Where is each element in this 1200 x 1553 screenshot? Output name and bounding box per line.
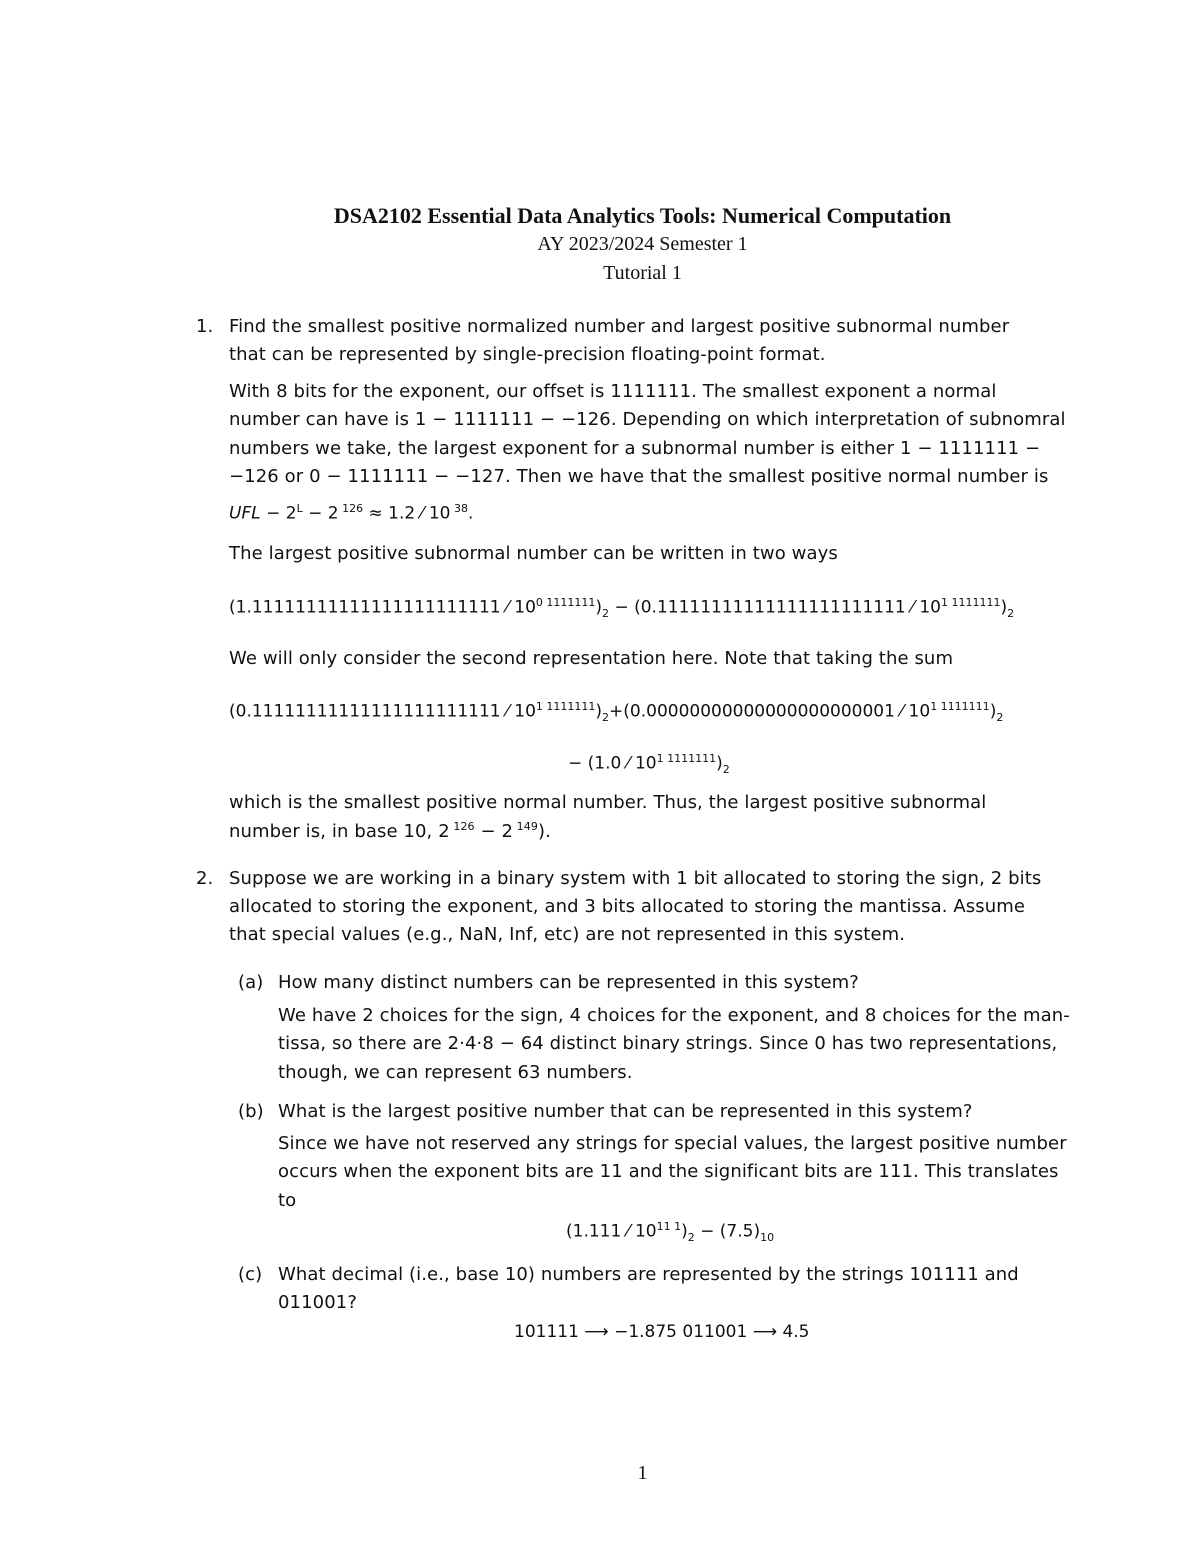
q2-intro-line-3: that special values (e.g., NaN, Inf, etc) are not represented in this system. <box>229 924 906 945</box>
sum-equation: (0.11111111111111111111111 ⁄ $10^{1 1111111})_2+(0.00000000000000000000001$ ⁄ $10^{1 1111111})_2$ <box>229 700 1004 725</box>
q1-para1-line-1: With 8 bits for the exponent, our offset is 1111111. The smallest exponent a normal <box>229 381 997 402</box>
q2-number: 2. <box>196 868 214 889</box>
q2b-answer-line-1: Since we have not reserved any strings for special values, the largest positive number <box>278 1133 1067 1154</box>
q2-intro-line-1: Suppose we are working in a binary system with 1 bit allocated to storing the sign, 2 bits <box>229 868 1042 889</box>
ufl-symbol: UFL <box>229 503 261 524</box>
decimal-conversion-equation: 101111 ⟶ −1.875 011001 ⟶ 4.5 <box>514 1322 810 1342</box>
page-number: 1 <box>637 1462 648 1484</box>
q2b-question: What is the largest positive number that can be represented in this system? <box>278 1101 973 1122</box>
q1-question-line-2: that can be represented by single-precision floating-point format. <box>229 344 826 365</box>
q2a-question: How many distinct numbers can be represented in this system? <box>278 972 859 993</box>
sum-result-equation: − (1.0 ⁄ $10^{1 1111111})_2$ <box>568 752 730 777</box>
q2a-answer-line-2: tissa, so there are 2·4·8 − 64 distinct binary strings. Since 0 has two representations, <box>278 1033 1058 1054</box>
q2a-answer-line-1: We have 2 choices for the sign, 4 choices for the exponent, and 8 choices for the man- <box>278 1005 1070 1026</box>
q2b-label: (b) <box>238 1101 264 1122</box>
semester-line: AY 2023/2024 Semester 1 <box>537 233 748 255</box>
q2a-label: (a) <box>238 972 264 993</box>
q2c-question-line-1: What decimal (i.e., base 10) numbers are represented by the strings 101111 and <box>278 1264 1019 1285</box>
q1-para1-line-2: number can have is 1 − 1111111 − −126. Depending on which interpretation of subnomral <box>229 409 1066 430</box>
document-title: DSA2102 Essential Data Analytics Tools: Numerical Computation <box>333 203 952 228</box>
largest-number-equation: (1.111 ⁄ $10^{11 1})_2 - (7.5)_{10}$ <box>566 1220 775 1245</box>
q2c-question-line-2: 011001? <box>278 1292 357 1313</box>
q1-question-line-1: Find the smallest positive normalized number and largest positive subnormal number <box>229 316 1010 337</box>
q1-number: 1. <box>196 316 214 337</box>
tutorial-line: Tutorial 1 <box>603 262 682 284</box>
q1-para4-line-1: which is the smallest positive normal number. Thus, the largest positive subnormal <box>229 792 987 813</box>
subnormal-equation: (1.11111111111111111111111 ⁄ $10^{0 1111111})_2 - (0.11111111111111111111111$ ⁄ $10^{1 1111111})_2$ <box>229 596 1015 621</box>
q2a-answer-line-3: though, we can represent 63 numbers. <box>278 1062 633 1083</box>
q2c-label: (c) <box>238 1264 263 1285</box>
q1-para1-line-4: −126 or 0 − 1111111 − −127. Then we have that the smallest positive normal number is <box>229 466 1049 487</box>
q2-intro-line-2: allocated to storing the exponent, and 3 bits allocated to storing the mantissa. Assume <box>229 896 1026 917</box>
q2b-answer-line-2: occurs when the exponent bits are 11 and the significant bits are 111. This translates <box>278 1161 1059 1182</box>
q1-para4-line-2: number is, in base 10, 2 $^{126}$ − 2 $^{149}$). <box>229 820 551 842</box>
q1-para2: The largest positive subnormal number can be written in two ways <box>229 543 838 564</box>
ufl-equation: UFL − $2^L - 2$ $^{126}$ ≈ 1.2 ⁄ 10 $^{38}$. <box>229 502 474 524</box>
q2b-answer-line-3: to <box>278 1190 297 1211</box>
q1-para1-line-3: numbers we take, the largest exponent for a subnormal number is either 1 − 1111111 − <box>229 438 1041 459</box>
q1-para3: We will only consider the second representation here. Note that taking the sum <box>229 648 954 669</box>
